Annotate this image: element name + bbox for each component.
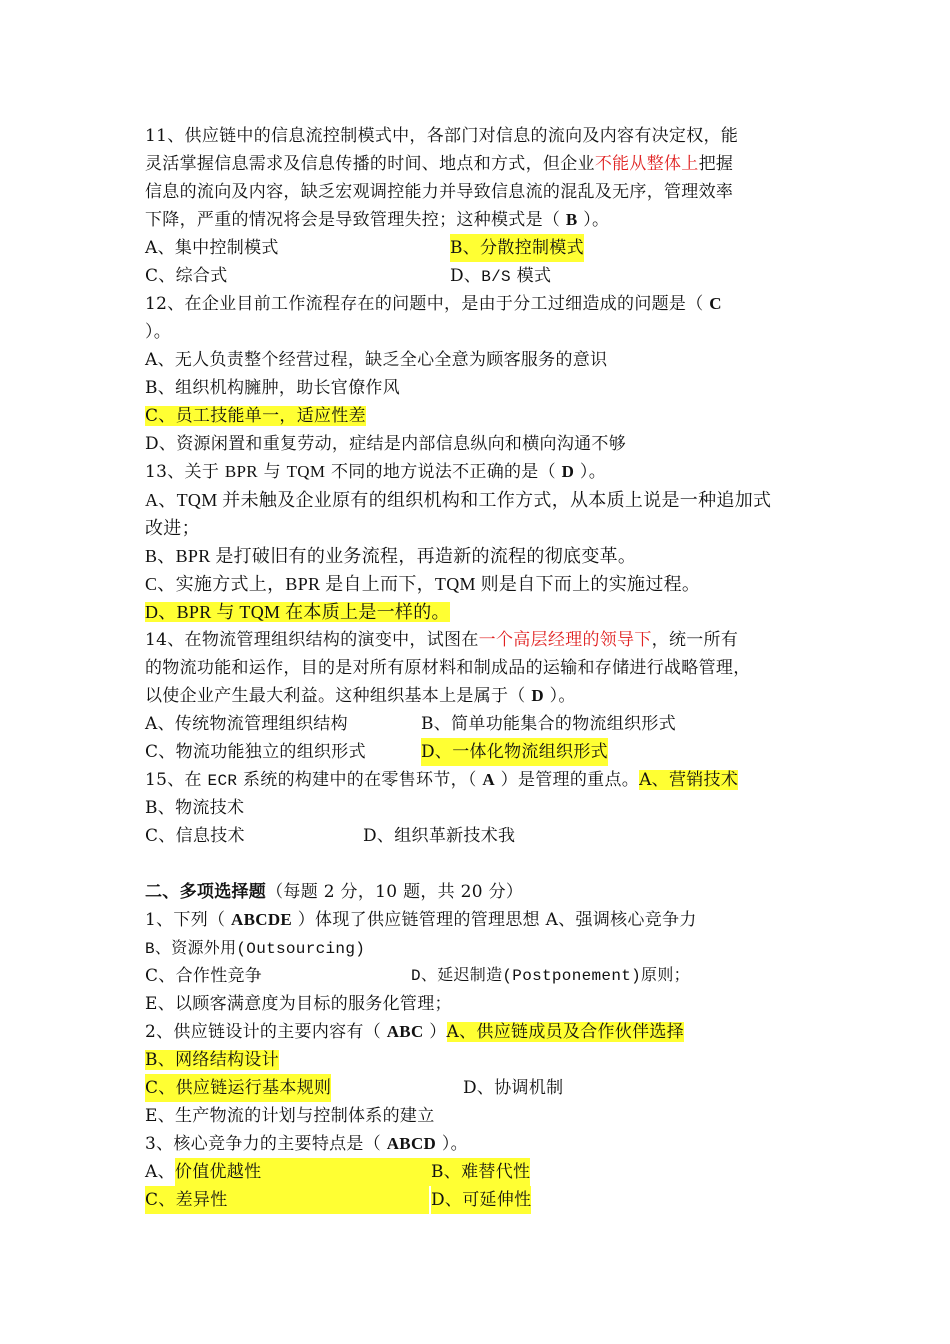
- q13-answer: D: [561, 462, 575, 481]
- q15-option-b: B、物流技术: [145, 798, 245, 818]
- q14-option-d: D、一体化物流组织形式: [421, 738, 608, 766]
- q14-option-b: B、简单功能集合的物流组织形式: [421, 714, 676, 734]
- q11-line-4: [145, 206, 609, 234]
- q15-option-a: A、营销技术: [639, 770, 739, 790]
- q15-line-1: 15、在 ECR 系统的构建中的在零售环节，（ A ）是管理的重点。A、营销技术: [145, 770, 739, 790]
- m3-line-1: 3、核心竞争力的主要特点是（ ABCD ）。: [145, 1134, 468, 1154]
- section-title: 二、多项选择题: [145, 882, 267, 902]
- q11-text: 信息的流向及内容，缺乏宏观调控能力并导致信息流的混乱及无序，管理效率: [145, 182, 734, 202]
- q12-text: ）。: [145, 322, 172, 342]
- q15-answer: A: [482, 770, 495, 789]
- q11-line-3: [145, 178, 733, 206]
- m2-option-c: C、供应链运行基本规则: [145, 1074, 331, 1102]
- m2-option-e: E、生产物流的计划与控制体系的建立: [145, 1106, 435, 1126]
- q13-option-b: B、BPR 是打破旧有的业务流程，再造新的流程的彻底变革。: [145, 546, 637, 566]
- m2-answer: ABC: [386, 1022, 424, 1041]
- q11-text: 11、供应链中的信息流控制模式中，各部门对信息的流向及内容有决定权，能: [145, 126, 739, 146]
- m1-answer: ABCDE: [231, 910, 293, 929]
- q14-line-3: 以使企业产生最大利益。这种组织基本上是属于（ D ）。: [145, 686, 576, 706]
- m1-option-e: E、以顾客满意度为目标的服务化管理；: [145, 994, 452, 1014]
- q13-option-a-cont: 改进；: [145, 518, 200, 538]
- q11-text: 把握: [698, 154, 734, 174]
- m1-line-1: 1、下列（ ABCDE ）体现了供应链管理的管理思想 A、强调核心竞争力: [145, 910, 697, 930]
- q14-option-a: A、传统物流管理组织结构: [145, 714, 348, 734]
- q11-text: 灵活掌握信息需求及信息传播的时间、地点和方式，但企业: [145, 154, 595, 174]
- q11-option-a: A、集中控制模式: [145, 238, 279, 258]
- q12-option-a: A、无人负责整个经营过程，缺乏全心全意为顾客服务的意识: [145, 350, 608, 370]
- q12-answer: C: [709, 294, 722, 313]
- q15-option-c: C、信息技术: [145, 826, 245, 846]
- q12-option-d: D、资源闲置和重复劳动，症结是内部信息纵向和横向沟通不够: [145, 434, 627, 454]
- m3-option-c: C、差异性: [145, 1186, 429, 1214]
- m1-option-c: C、合作性竞争: [145, 966, 263, 986]
- section-2-heading: [145, 878, 523, 906]
- m3-answer: ABCD: [386, 1134, 437, 1153]
- q12-option-b: B、组织机构臃肿，助长官僚作风: [145, 378, 400, 398]
- q11-answer: B: [565, 210, 578, 229]
- q12-text: 12、在企业目前工作流程存在的问题中，是由于分工过细造成的问题是（: [145, 294, 710, 314]
- q11-red-emphasis: 不能从整体上: [594, 154, 699, 174]
- m3-option-d: D、可延伸性: [431, 1186, 531, 1214]
- q15-option-d: D、组织革新技术我: [363, 826, 516, 846]
- q12-option-c: C、员工技能单一，适应性差: [145, 406, 366, 426]
- m2-option-d: D、协调机制: [463, 1078, 564, 1098]
- q13-option-d: D、BPR 与 TQM 在本质上是一样的。: [145, 602, 450, 622]
- section-note: （每题 2 分，10 题，共 20 分）: [266, 882, 524, 902]
- q11-option-d: D、B/S 模式: [450, 266, 552, 286]
- m2-option-b: B、网络结构设计: [145, 1050, 279, 1070]
- q14-option-c: C、物流功能独立的组织形式: [145, 742, 366, 762]
- q13-option-a: A、TQM 并未触及企业原有的组织机构和工作方式，从本质上说是一种追加式: [145, 490, 772, 510]
- q11-line-2: [145, 150, 733, 178]
- q14-line-1: 14、在物流管理组织结构的演变中，试图在一个高层经理的领导下，统一所有: [145, 630, 739, 650]
- q11-line-1: [145, 122, 738, 150]
- q11-option-c: C、综合式: [145, 266, 228, 286]
- q11-text: ）。: [577, 210, 610, 230]
- m2-option-a: A、供应链成员及合作伙伴选择: [446, 1022, 685, 1042]
- q11-text: 下降，严重的情况将会是导致管理失控；这种模式是（: [145, 210, 566, 230]
- q14-red-emphasis: 一个高层经理的领导下: [478, 630, 652, 650]
- q14-line-2: 的物流功能和运作，目的是对所有原材料和制成品的运输和存储进行战略管理，: [145, 658, 751, 678]
- m2-line-1: 2、供应链设计的主要内容有（ ABC ）A、供应链成员及合作伙伴选择: [145, 1022, 685, 1042]
- m3-option-b: B、难替代性: [431, 1158, 530, 1186]
- m3-option-a: A、价值优越性: [145, 1158, 433, 1186]
- q12-line-1: [145, 290, 722, 318]
- q14-answer: D: [531, 686, 544, 705]
- m1-option-d: D、延迟制造(Postponement)原则；: [411, 967, 690, 985]
- q11-option-b: B、分散控制模式: [450, 234, 584, 262]
- q12-line-2: [145, 318, 171, 346]
- q13-option-c: C、实施方式上，BPR 是自上而下，TQM 则是自下而上的实施过程。: [145, 574, 701, 594]
- q13-line-1: 13、关于 BPR 与 TQM 不同的地方说法不正确的是（ D ）。: [145, 462, 606, 482]
- m1-option-b: B、资源外用(Outsourcing): [145, 940, 366, 958]
